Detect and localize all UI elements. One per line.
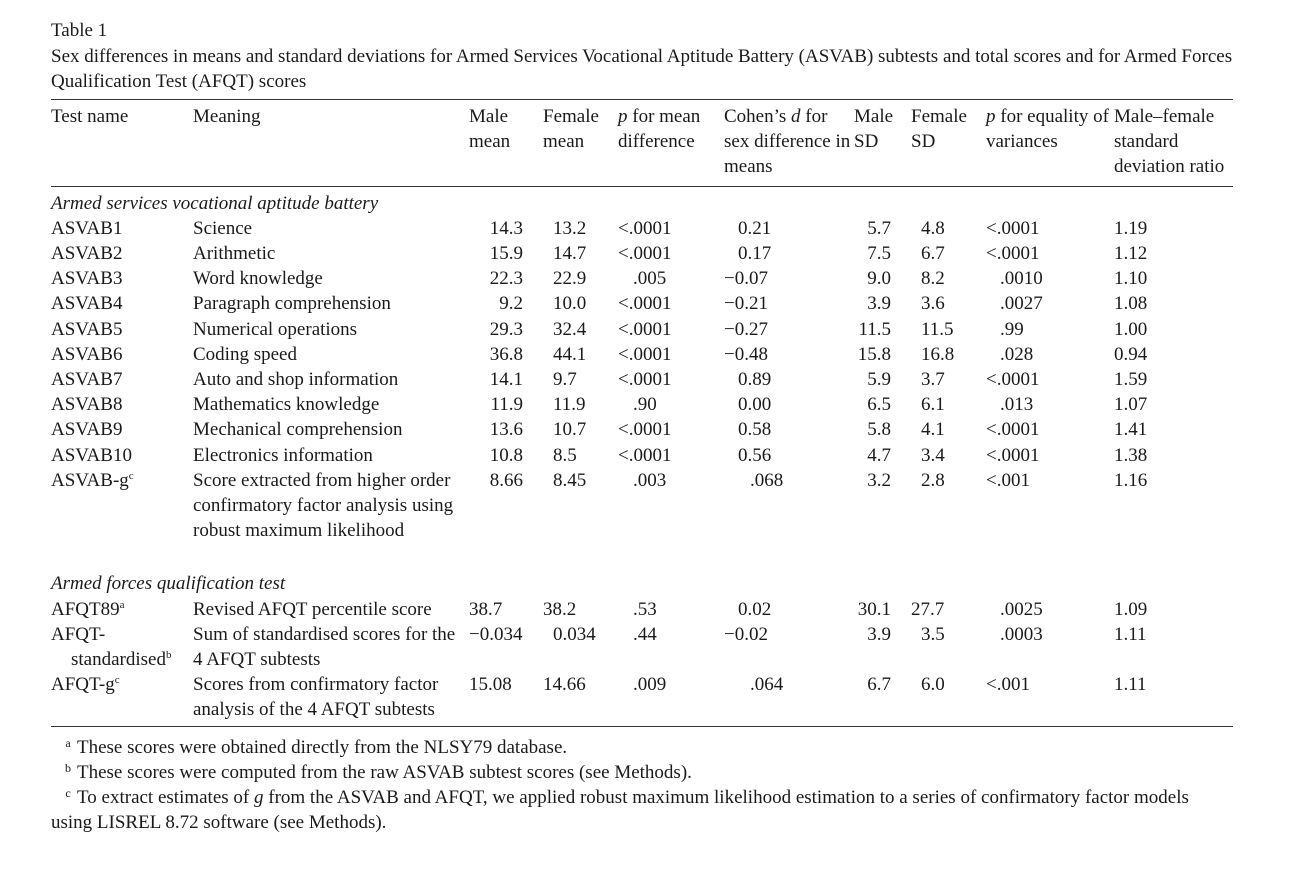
- cell-p-mean: .44: [633, 623, 657, 645]
- cell-female-sd: 16.8: [921, 343, 955, 365]
- table-row: [51, 597, 1233, 622]
- cell-male-mean: 29.3: [489, 318, 523, 340]
- cell-male-sd: 15.8: [857, 343, 891, 365]
- cell-meaning: Auto and shop information: [193, 369, 399, 391]
- header-female-sd: Female SD: [911, 106, 967, 153]
- cell-female-mean: 9.7: [553, 369, 577, 391]
- cell-cohens-d: −0.48: [724, 343, 768, 365]
- footnote-b: b These scores were computed from the raw ASVAB subtest scores (see Methods).: [65, 760, 692, 783]
- cell-sd-ratio: 1.19: [1114, 217, 1148, 239]
- cell-female-mean: 44.1: [553, 343, 587, 365]
- cell-sd-ratio: 1.07: [1114, 394, 1148, 416]
- cell-meaning: Word knowledge: [193, 268, 323, 290]
- cell-test: ASVAB3: [51, 268, 123, 290]
- footnotes: [51, 735, 1233, 836]
- cell-male-mean: 14.1: [489, 369, 523, 391]
- cell-p-mean: .005: [633, 268, 667, 290]
- cell-cohens-d: 0.02: [738, 598, 772, 620]
- cell-male-mean: 15.08: [469, 674, 512, 696]
- cell-male-sd: 5.7: [867, 217, 891, 239]
- cell-test: AFQT-$g^c$: [51, 674, 120, 696]
- cell-p-mean: <.0001: [618, 293, 672, 315]
- table-row: [51, 468, 1233, 544]
- footnote-c: c To extract estimates of g from the ASVAB and AFQT, we applied robust maximum likelihood estimation to a series of confirmatory factor models using LISREL 8.72 software (see Methods).: [51, 786, 1189, 834]
- table-row: [51, 622, 1233, 672]
- cell-p-variance: <.0001: [986, 243, 1040, 265]
- table-header: [51, 100, 1233, 187]
- cell-female-sd: 27.7: [911, 598, 945, 620]
- header-male-sd: Male SD: [854, 106, 894, 153]
- table-row: [51, 417, 1233, 442]
- cell-meaning: Mechanical comprehension: [193, 419, 403, 441]
- cell-female-mean: 8.5: [553, 444, 577, 466]
- cell-test: AFQT89$^a$: [51, 598, 125, 620]
- table-title: Sex differences in means and standard deviations for Armed Services Vocational Aptitude Battery (ASVAB) subtests and total scores and for Armed Forces Qualification Test (AFQT) scores: [51, 46, 1233, 92]
- cell-male-mean: 36.8: [489, 343, 523, 365]
- cell-male-mean: 9.2: [499, 293, 523, 315]
- cell-meaning: Score extracted from higher order confirmatory factor analysis using robust maximum likelihood: [193, 469, 454, 542]
- cell-p-mean: <.0001: [618, 369, 672, 391]
- cell-p-mean: <.0001: [618, 318, 672, 340]
- cell-p-mean: <.0001: [618, 419, 672, 441]
- cell-sd-ratio: 1.10: [1114, 268, 1148, 290]
- section-heading-afqt: Armed forces qualification test: [51, 573, 286, 595]
- cell-cohens-d: 0.58: [738, 419, 772, 441]
- cell-p-variance: .99: [1000, 318, 1024, 340]
- cell-male-sd: 5.8: [867, 419, 891, 441]
- cell-female-mean: 8.45: [553, 469, 587, 491]
- cell-sd-ratio: 1.41: [1114, 419, 1148, 441]
- cell-female-mean: 0.034: [553, 623, 596, 645]
- cell-male-sd: 3.2: [867, 469, 891, 491]
- cell-p-variance: <.001: [986, 469, 1030, 491]
- cell-meaning: Sum of standardised scores for the 4 AFQT subtests: [193, 623, 456, 671]
- cell-male-sd: 3.9: [867, 293, 891, 315]
- cell-test: ASVAB5: [51, 318, 123, 340]
- cell-female-mean: 14.66: [543, 674, 586, 696]
- header-female-mean: Female mean: [543, 106, 599, 153]
- cell-test: ASVAB-$g^c$: [51, 469, 134, 491]
- cell-cohens-d: 0.89: [738, 369, 772, 391]
- cell-p-variance: .0025: [1000, 598, 1043, 620]
- cell-male-sd: 6.5: [867, 394, 891, 416]
- cell-p-variance: .013: [1000, 394, 1034, 416]
- results-table: [51, 99, 1233, 727]
- table-figure: [51, 18, 1233, 835]
- cell-test: ASVAB10: [51, 444, 132, 466]
- cell-male-sd: 4.7: [867, 444, 891, 466]
- cell-p-mean: .009: [633, 674, 667, 696]
- cell-female-mean: 11.9: [553, 394, 586, 416]
- cell-test: ASVAB4: [51, 293, 123, 315]
- cell-cohens-d: −0.21: [724, 293, 768, 315]
- header-sd-ratio: Male–female standard deviation ratio: [1114, 106, 1225, 178]
- cell-cohens-d: 0.21: [738, 217, 772, 239]
- table-row: [51, 241, 1233, 266]
- cell-p-mean: <.0001: [618, 343, 672, 365]
- cell-sd-ratio: 1.59: [1114, 369, 1148, 391]
- cell-meaning: Science: [193, 217, 253, 239]
- cell-female-sd: 2.8: [921, 469, 945, 491]
- cell-sd-ratio: 0.94: [1114, 343, 1148, 365]
- cell-cohens-d: 0.56: [738, 444, 772, 466]
- cell-p-variance: .0010: [1000, 268, 1043, 290]
- cell-sd-ratio: 1.38: [1114, 444, 1148, 466]
- asvab-g-section: [51, 468, 1233, 568]
- cell-female-sd: 11.5: [921, 318, 954, 340]
- cell-cohens-d: .068: [750, 469, 784, 491]
- cell-sd-ratio: 1.08: [1114, 293, 1148, 315]
- cell-female-sd: 4.8: [921, 217, 945, 239]
- cell-test: ASVAB8: [51, 394, 123, 416]
- cell-female-sd: 8.2: [921, 268, 945, 290]
- cell-sd-ratio: 1.09: [1114, 598, 1148, 620]
- cell-female-sd: 3.5: [921, 623, 945, 645]
- cell-female-sd: 6.1: [921, 394, 945, 416]
- cell-male-mean: 14.3: [489, 217, 523, 239]
- header-p-equality-variances: p for equality of variances: [986, 106, 1109, 153]
- cell-p-mean: .53: [633, 598, 657, 620]
- cell-p-mean: .003: [633, 469, 667, 491]
- cell-p-mean: <.0001: [618, 217, 672, 239]
- table-row: [51, 443, 1233, 468]
- cell-male-mean: 13.6: [489, 419, 523, 441]
- cell-male-mean: 8.66: [489, 469, 523, 491]
- cell-cohens-d: −0.27: [724, 318, 768, 340]
- cell-female-sd: 6.0: [921, 674, 945, 696]
- header-meaning: Meaning: [193, 106, 261, 127]
- cell-female-mean: 38.2: [543, 598, 577, 620]
- cell-test: ASVAB6: [51, 343, 123, 365]
- cell-meaning: Arithmetic: [193, 243, 276, 265]
- cell-test: ASVAB7: [51, 369, 123, 391]
- cell-cohens-d: 0.17: [738, 243, 772, 265]
- cell-male-mean: 15.9: [489, 243, 523, 265]
- cell-meaning: Coding speed: [193, 343, 297, 365]
- cell-cohens-d: −0.07: [724, 268, 768, 290]
- cell-sd-ratio: 1.11: [1114, 623, 1147, 645]
- header-test-name: Test name: [51, 106, 129, 127]
- asvab-section: [51, 186, 1233, 468]
- cell-male-mean: −0.034: [469, 623, 523, 645]
- cell-male-sd: 11.5: [858, 318, 891, 340]
- cell-p-mean: .90: [633, 394, 657, 416]
- section-heading-asvab: Armed services vocational aptitude battery: [51, 192, 379, 214]
- header-p-mean-difference: p for mean difference: [618, 106, 701, 153]
- cell-meaning: Revised AFQT percentile score: [193, 598, 432, 620]
- cell-sd-ratio: 1.12: [1114, 243, 1148, 265]
- cell-female-mean: 14.7: [553, 243, 587, 265]
- table-row: [51, 672, 1233, 726]
- cell-male-sd: 9.0: [867, 268, 891, 290]
- cell-sd-ratio: 1.11: [1114, 674, 1147, 696]
- afqt-section: [51, 567, 1233, 726]
- table-row: [51, 291, 1233, 316]
- header-cohens-d: Cohen’s d for sex difference in means: [724, 106, 851, 178]
- cell-female-mean: 10.7: [553, 419, 587, 441]
- cell-p-mean: <.0001: [618, 444, 672, 466]
- cell-female-mean: 13.2: [553, 217, 587, 239]
- cell-p-variance: .0003: [1000, 623, 1043, 645]
- cell-p-mean: <.0001: [618, 243, 672, 265]
- cell-cohens-d: .064: [750, 674, 784, 696]
- cell-female-mean: 22.9: [553, 268, 587, 290]
- footnote-a: a These scores were obtained directly from the NLSY79 database.: [65, 735, 568, 758]
- cell-meaning: Mathematics knowledge: [193, 394, 380, 416]
- table-row: [51, 342, 1233, 367]
- cell-p-variance: <.001: [986, 674, 1030, 696]
- cell-male-mean: 38.7: [469, 598, 503, 620]
- cell-p-variance: <.0001: [986, 444, 1040, 466]
- cell-sd-ratio: 1.16: [1114, 469, 1148, 491]
- cell-male-mean: 10.8: [489, 444, 523, 466]
- cell-test: ASVAB1: [51, 217, 123, 239]
- cell-male-sd: 3.9: [867, 623, 891, 645]
- cell-female-sd: 3.7: [921, 369, 945, 391]
- cell-male-sd: 7.5: [867, 243, 891, 265]
- cell-female-mean: 10.0: [553, 293, 587, 315]
- cell-cohens-d: −0.02: [724, 623, 768, 645]
- cell-p-variance: <.0001: [986, 369, 1040, 391]
- cell-cohens-d: 0.00: [738, 394, 772, 416]
- cell-female-sd: 3.4: [921, 444, 945, 466]
- cell-male-sd: 6.7: [867, 674, 891, 696]
- cell-p-variance: <.0001: [986, 419, 1040, 441]
- cell-meaning: Scores from confirmatory factor analysis of the 4 AFQT subtests: [193, 674, 439, 721]
- table-number: Table 1: [51, 20, 108, 41]
- cell-male-mean: 11.9: [490, 394, 523, 416]
- cell-test: AFQT- standardised$^b$: [51, 623, 172, 671]
- header-male-mean: Male mean: [469, 106, 511, 153]
- table-row: [51, 367, 1233, 392]
- cell-meaning: Paragraph comprehension: [193, 293, 391, 315]
- cell-meaning: Numerical operations: [193, 318, 358, 340]
- cell-test: ASVAB9: [51, 419, 123, 441]
- table-row: [51, 392, 1233, 417]
- table-row: [51, 266, 1233, 291]
- table-row: [51, 317, 1233, 342]
- cell-meaning: Electronics information: [193, 444, 373, 466]
- table-row: [51, 216, 1233, 241]
- cell-p-variance: <.0001: [986, 217, 1040, 239]
- cell-sd-ratio: 1.00: [1114, 318, 1148, 340]
- cell-female-sd: 6.7: [921, 243, 945, 265]
- cell-female-mean: 32.4: [553, 318, 587, 340]
- cell-male-sd: 5.9: [867, 369, 891, 391]
- cell-p-variance: .0027: [1000, 293, 1043, 315]
- cell-male-mean: 22.3: [489, 268, 523, 290]
- cell-female-sd: 4.1: [921, 419, 945, 441]
- cell-p-variance: .028: [1000, 343, 1034, 365]
- cell-test: ASVAB2: [51, 243, 123, 265]
- cell-male-sd: 30.1: [857, 598, 891, 620]
- cell-female-sd: 3.6: [921, 293, 945, 315]
